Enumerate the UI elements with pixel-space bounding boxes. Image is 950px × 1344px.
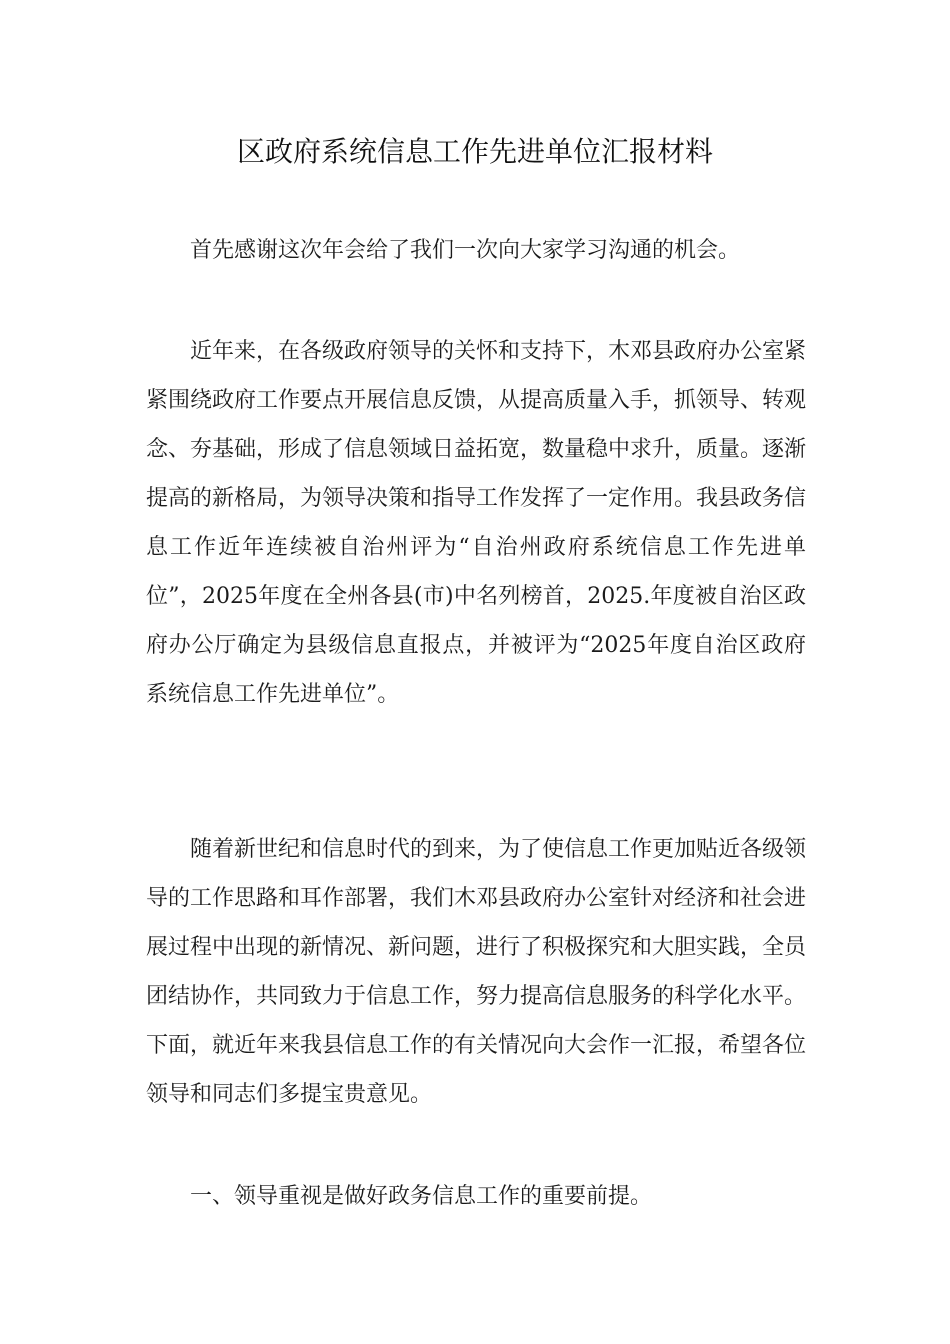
paragraph-background: 随着新世纪和信息时代的到来，为了使信息工作更加贴近各级领导的工作思路和耳作部署，我们木邓县政府办公室针对经济和社会进展过程中出现的新情况、新问题，进行了积极探究和大胆实践，全员团结协作，共同致力于信息工作，努力提高信息服务的科学化水平。下面，就近年来我县信息工作的有关情况向大会作一汇报，希望各位领导和同志们多提宝贵意见。 [146,837,807,1107]
section-heading-1: 一、领导重视是做好政务信息工作的重要前提。 [190,1184,653,1209]
paragraph-intro: 首先感谢这次年会给了我们一次向大家学习沟通的机会。 [190,238,741,263]
paragraph-overview: 近年来，在各级政府领导的关怀和支持下，木邓县政府办公室紧紧围绕政府工作要点开展信息反馈，从提高质量入手，抓领导、转观念、夯基础，形成了信息领域日益拓宽，数量稳中求升，质量。逐渐提高的新格局，为领导决策和指导工作发挥了一定作用。我县政务信息工作近年连续被自治州评为“自治州政府系统信息工作先进单位”，2025年度在全州各县(市)中名列榜首，2025.年度被自治区政府办公厅确定为县级信息直报点，并被评为“2025年度自治区政府系统信息工作先进单位”。 [146,339,807,707]
document-title: 区政府系统信息工作先进单位汇报材料 [236,135,713,168]
